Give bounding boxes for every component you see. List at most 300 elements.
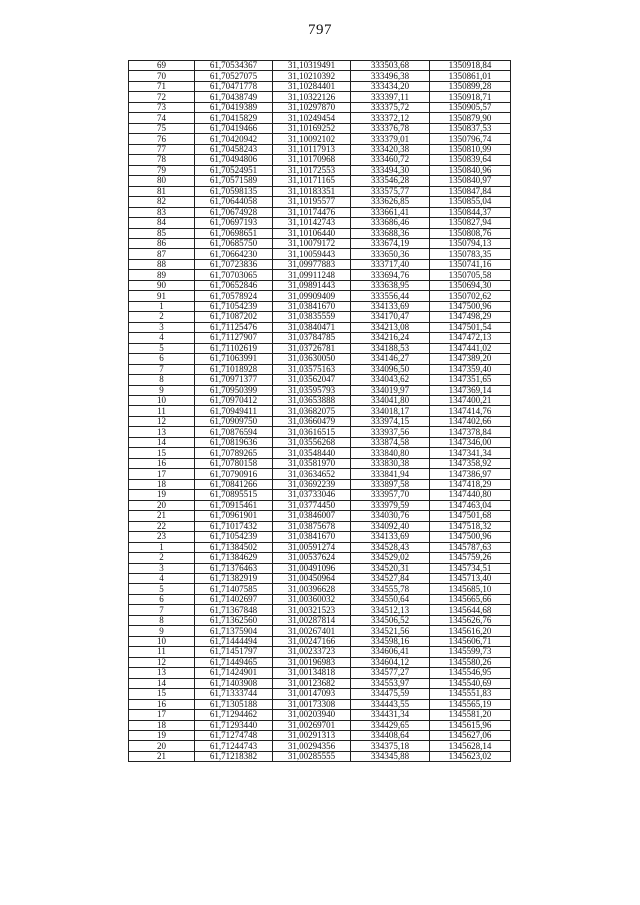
y-coordinate-cell: 1345628,14 — [430, 741, 511, 751]
y-coordinate-cell: 1350694,30 — [430, 280, 511, 290]
longitude-cell: 31,03630050 — [273, 354, 351, 364]
point-number-cell: 13 — [129, 427, 195, 437]
latitude-cell: 61,70703065 — [195, 270, 273, 280]
point-number-cell: 6 — [129, 594, 195, 604]
table-row — [129, 584, 511, 594]
longitude-cell: 31,00147093 — [273, 689, 351, 699]
longitude-cell: 31,00267401 — [273, 626, 351, 636]
latitude-cell: 61,71449465 — [195, 657, 273, 667]
longitude-cell: 31,10297870 — [273, 102, 351, 112]
table-row — [129, 259, 511, 269]
y-coordinate-cell: 1350855,04 — [430, 197, 511, 207]
longitude-cell: 31,00591274 — [273, 542, 351, 552]
longitude-cell: 31,03875678 — [273, 521, 351, 531]
latitude-cell: 61,71333744 — [195, 689, 273, 699]
y-coordinate-cell: 1345551,83 — [430, 689, 511, 699]
x-coordinate-cell: 334096,50 — [351, 364, 430, 374]
point-number-cell: 74 — [129, 113, 195, 123]
latitude-cell: 61,71402697 — [195, 594, 273, 604]
latitude-cell: 61,70789265 — [195, 448, 273, 458]
y-coordinate-cell: 1347378,84 — [430, 427, 511, 437]
table-row — [129, 427, 511, 437]
x-coordinate-cell: 333841,94 — [351, 469, 430, 479]
point-number-cell: 4 — [129, 573, 195, 583]
x-coordinate-cell: 334521,56 — [351, 626, 430, 636]
longitude-cell: 31,00491096 — [273, 563, 351, 573]
x-coordinate-cell: 334598,16 — [351, 636, 430, 646]
latitude-cell: 61,70494806 — [195, 155, 273, 165]
latitude-cell: 61,70895515 — [195, 490, 273, 500]
x-coordinate-cell: 333661,41 — [351, 207, 430, 217]
point-number-cell: 14 — [129, 437, 195, 447]
y-coordinate-cell: 1350879,90 — [430, 113, 511, 123]
longitude-cell: 31,03616515 — [273, 427, 351, 437]
longitude-cell: 31,00291313 — [273, 731, 351, 741]
point-number-cell: 19 — [129, 490, 195, 500]
latitude-cell: 61,71451797 — [195, 647, 273, 657]
latitude-cell: 61,70697193 — [195, 218, 273, 228]
latitude-cell: 61,71274748 — [195, 731, 273, 741]
point-number-cell: 3 — [129, 322, 195, 332]
x-coordinate-cell: 333830,38 — [351, 458, 430, 468]
x-coordinate-cell: 333974,15 — [351, 416, 430, 426]
y-coordinate-cell: 1347402,66 — [430, 416, 511, 426]
x-coordinate-cell: 333717,40 — [351, 259, 430, 269]
latitude-cell: 61,71362560 — [195, 615, 273, 625]
x-coordinate-cell: 333460,72 — [351, 155, 430, 165]
x-coordinate-cell: 334431,34 — [351, 710, 430, 720]
x-coordinate-cell: 334133,69 — [351, 532, 430, 542]
latitude-cell: 61,70970412 — [195, 396, 273, 406]
latitude-cell: 61,70471778 — [195, 81, 273, 91]
latitude-cell: 61,71087202 — [195, 312, 273, 322]
table-row — [129, 636, 511, 646]
table-row — [129, 458, 511, 468]
longitude-cell: 31,10170968 — [273, 155, 351, 165]
table-row — [129, 689, 511, 699]
x-coordinate-cell: 333375,72 — [351, 102, 430, 112]
latitude-cell: 61,71063991 — [195, 354, 273, 364]
table-row — [129, 657, 511, 667]
table-row — [129, 594, 511, 604]
x-coordinate-cell: 334375,18 — [351, 741, 430, 751]
point-number-cell: 78 — [129, 155, 195, 165]
latitude-cell: 61,71376463 — [195, 563, 273, 573]
point-number-cell: 79 — [129, 165, 195, 175]
table-row — [129, 71, 511, 81]
latitude-cell: 61,71305188 — [195, 699, 273, 709]
latitude-cell: 61,70534367 — [195, 61, 273, 71]
x-coordinate-cell: 334527,84 — [351, 573, 430, 583]
point-number-cell: 72 — [129, 92, 195, 102]
point-number-cell: 9 — [129, 385, 195, 395]
point-number-cell: 17 — [129, 469, 195, 479]
longitude-cell: 31,10169252 — [273, 123, 351, 133]
table-row — [129, 81, 511, 91]
table-row — [129, 165, 511, 175]
latitude-cell: 61,71054239 — [195, 301, 273, 311]
x-coordinate-cell: 333874,58 — [351, 437, 430, 447]
y-coordinate-cell: 1347414,76 — [430, 406, 511, 416]
longitude-cell: 31,00196983 — [273, 657, 351, 667]
x-coordinate-cell: 334528,43 — [351, 542, 430, 552]
longitude-cell: 31,10174476 — [273, 207, 351, 217]
latitude-cell: 61,71218382 — [195, 751, 273, 761]
y-coordinate-cell: 1350827,94 — [430, 218, 511, 228]
point-number-cell: 19 — [129, 731, 195, 741]
point-number-cell: 73 — [129, 102, 195, 112]
x-coordinate-cell: 334604,12 — [351, 657, 430, 667]
longitude-cell: 31,03846007 — [273, 511, 351, 521]
point-number-cell: 14 — [129, 678, 195, 688]
point-number-cell: 87 — [129, 249, 195, 259]
longitude-cell: 31,00294356 — [273, 741, 351, 751]
longitude-cell: 31,03835559 — [273, 312, 351, 322]
y-coordinate-cell: 1350899,28 — [430, 81, 511, 91]
latitude-cell: 61,71403908 — [195, 678, 273, 688]
table-row — [129, 270, 511, 280]
table-row — [129, 197, 511, 207]
longitude-cell: 31,10195577 — [273, 197, 351, 207]
longitude-cell: 31,03841670 — [273, 301, 351, 311]
longitude-cell: 31,03575163 — [273, 364, 351, 374]
y-coordinate-cell: 1347501,54 — [430, 322, 511, 332]
table-row — [129, 176, 511, 186]
table-row — [129, 186, 511, 196]
table-row — [129, 312, 511, 322]
y-coordinate-cell: 1350794,13 — [430, 238, 511, 248]
point-number-cell: 15 — [129, 689, 195, 699]
y-coordinate-cell: 1350840,96 — [430, 165, 511, 175]
point-number-cell: 11 — [129, 647, 195, 657]
table-row — [129, 668, 511, 678]
point-number-cell: 11 — [129, 406, 195, 416]
y-coordinate-cell: 1350837,53 — [430, 123, 511, 133]
latitude-cell: 61,71382919 — [195, 573, 273, 583]
longitude-cell: 31,10322126 — [273, 92, 351, 102]
y-coordinate-cell: 1345685,10 — [430, 584, 511, 594]
y-coordinate-cell: 1345665,66 — [430, 594, 511, 604]
longitude-cell: 31,10319491 — [273, 61, 351, 71]
point-number-cell: 80 — [129, 176, 195, 186]
table-row — [129, 113, 511, 123]
longitude-cell: 31,10106440 — [273, 228, 351, 238]
y-coordinate-cell: 1347386,97 — [430, 469, 511, 479]
point-number-cell: 12 — [129, 657, 195, 667]
table-row — [129, 406, 511, 416]
y-coordinate-cell: 1347358,92 — [430, 458, 511, 468]
longitude-cell: 31,03841670 — [273, 532, 351, 542]
longitude-cell: 31,03774450 — [273, 500, 351, 510]
point-number-cell: 82 — [129, 197, 195, 207]
latitude-cell: 61,70949411 — [195, 406, 273, 416]
longitude-cell: 31,03840471 — [273, 322, 351, 332]
x-coordinate-cell: 333494,30 — [351, 165, 430, 175]
latitude-cell: 61,70415829 — [195, 113, 273, 123]
table-row — [129, 416, 511, 426]
latitude-cell: 61,70598135 — [195, 186, 273, 196]
y-coordinate-cell: 1350808,76 — [430, 228, 511, 238]
y-coordinate-cell: 1347389,20 — [430, 354, 511, 364]
latitude-cell: 61,71444494 — [195, 636, 273, 646]
y-coordinate-cell: 1345734,51 — [430, 563, 511, 573]
point-number-cell: 1 — [129, 542, 195, 552]
table-row — [129, 280, 511, 290]
longitude-cell: 31,00134818 — [273, 668, 351, 678]
latitude-cell: 61,71375904 — [195, 626, 273, 636]
y-coordinate-cell: 1347369,14 — [430, 385, 511, 395]
latitude-cell: 61,70571589 — [195, 176, 273, 186]
table-row — [129, 678, 511, 688]
point-number-cell: 10 — [129, 396, 195, 406]
table-row — [129, 238, 511, 248]
latitude-cell: 61,70915461 — [195, 500, 273, 510]
y-coordinate-cell: 1345713,40 — [430, 573, 511, 583]
coordinates-table-body — [129, 61, 511, 762]
point-number-cell: 13 — [129, 668, 195, 678]
longitude-cell: 31,10117913 — [273, 144, 351, 154]
longitude-cell: 31,00123682 — [273, 678, 351, 688]
y-coordinate-cell: 1347418,29 — [430, 479, 511, 489]
x-coordinate-cell: 334213,08 — [351, 322, 430, 332]
longitude-cell: 31,00287814 — [273, 615, 351, 625]
table-row — [129, 228, 511, 238]
longitude-cell: 31,10172553 — [273, 165, 351, 175]
y-coordinate-cell: 1347441,02 — [430, 343, 511, 353]
table-row — [129, 626, 511, 636]
x-coordinate-cell: 333626,85 — [351, 197, 430, 207]
point-number-cell: 81 — [129, 186, 195, 196]
point-number-cell: 20 — [129, 741, 195, 751]
longitude-cell: 31,10079172 — [273, 238, 351, 248]
y-coordinate-cell: 1350918,84 — [430, 61, 511, 71]
x-coordinate-cell: 334146,27 — [351, 354, 430, 364]
latitude-cell: 61,70841266 — [195, 479, 273, 489]
latitude-cell: 61,71384629 — [195, 553, 273, 563]
x-coordinate-cell: 334475,59 — [351, 689, 430, 699]
longitude-cell: 31,10092102 — [273, 134, 351, 144]
y-coordinate-cell: 1347518,32 — [430, 521, 511, 531]
table-row — [129, 437, 511, 447]
point-number-cell: 84 — [129, 218, 195, 228]
table-row — [129, 469, 511, 479]
x-coordinate-cell: 334550,64 — [351, 594, 430, 604]
x-coordinate-cell: 334019,97 — [351, 385, 430, 395]
y-coordinate-cell: 1350741,16 — [430, 259, 511, 269]
x-coordinate-cell: 334170,47 — [351, 312, 430, 322]
point-number-cell: 10 — [129, 636, 195, 646]
point-number-cell: 1 — [129, 301, 195, 311]
point-number-cell: 75 — [129, 123, 195, 133]
point-number-cell: 18 — [129, 720, 195, 730]
x-coordinate-cell: 334345,88 — [351, 751, 430, 761]
table-row — [129, 542, 511, 552]
point-number-cell: 85 — [129, 228, 195, 238]
longitude-cell: 31,00173308 — [273, 699, 351, 709]
x-coordinate-cell: 334429,65 — [351, 720, 430, 730]
x-coordinate-cell: 334216,24 — [351, 333, 430, 343]
latitude-cell: 61,70780158 — [195, 458, 273, 468]
point-number-cell: 16 — [129, 458, 195, 468]
point-number-cell: 8 — [129, 375, 195, 385]
y-coordinate-cell: 1350840,97 — [430, 176, 511, 186]
table-row — [129, 218, 511, 228]
longitude-cell: 31,00203940 — [273, 710, 351, 720]
longitude-cell: 31,00247166 — [273, 636, 351, 646]
longitude-cell: 31,10249454 — [273, 113, 351, 123]
longitude-cell: 31,10059443 — [273, 249, 351, 259]
table-row — [129, 144, 511, 154]
x-coordinate-cell: 333434,20 — [351, 81, 430, 91]
point-number-cell: 7 — [129, 605, 195, 615]
longitude-cell: 31,09891443 — [273, 280, 351, 290]
table-row — [129, 615, 511, 625]
table-row — [129, 500, 511, 510]
latitude-cell: 61,70698651 — [195, 228, 273, 238]
y-coordinate-cell: 1350918,71 — [430, 92, 511, 102]
x-coordinate-cell: 333372,12 — [351, 113, 430, 123]
longitude-cell: 31,03784785 — [273, 333, 351, 343]
y-coordinate-cell: 1350783,35 — [430, 249, 511, 259]
longitude-cell: 31,03556268 — [273, 437, 351, 447]
latitude-cell: 61,70685750 — [195, 238, 273, 248]
point-number-cell: 21 — [129, 751, 195, 761]
longitude-cell: 31,00233723 — [273, 647, 351, 657]
table-row — [129, 741, 511, 751]
point-number-cell: 91 — [129, 291, 195, 301]
longitude-cell: 31,03562047 — [273, 375, 351, 385]
table-row — [129, 647, 511, 657]
x-coordinate-cell: 334577,27 — [351, 668, 430, 678]
longitude-cell: 31,03726781 — [273, 343, 351, 353]
table-row — [129, 375, 511, 385]
table-row — [129, 134, 511, 144]
table-row — [129, 333, 511, 343]
point-number-cell: 20 — [129, 500, 195, 510]
longitude-cell: 31,03634652 — [273, 469, 351, 479]
longitude-cell: 31,00321523 — [273, 605, 351, 615]
y-coordinate-cell: 1345580,26 — [430, 657, 511, 667]
latitude-cell: 61,70674928 — [195, 207, 273, 217]
point-number-cell: 9 — [129, 626, 195, 636]
latitude-cell: 61,71102619 — [195, 343, 273, 353]
y-coordinate-cell: 1345787,63 — [430, 542, 511, 552]
latitude-cell: 61,70819636 — [195, 437, 273, 447]
y-coordinate-cell: 1347463,04 — [430, 500, 511, 510]
latitude-cell: 61,70419389 — [195, 102, 273, 112]
table-row — [129, 102, 511, 112]
table-row — [129, 532, 511, 542]
longitude-cell: 31,10284401 — [273, 81, 351, 91]
x-coordinate-cell: 333503,68 — [351, 61, 430, 71]
y-coordinate-cell: 1347500,96 — [430, 301, 511, 311]
table-row — [129, 553, 511, 563]
point-number-cell: 16 — [129, 699, 195, 709]
x-coordinate-cell: 334606,41 — [351, 647, 430, 657]
point-number-cell: 23 — [129, 532, 195, 542]
table-row — [129, 291, 511, 301]
latitude-cell: 61,70876594 — [195, 427, 273, 437]
latitude-cell: 61,70971377 — [195, 375, 273, 385]
y-coordinate-cell: 1345540,69 — [430, 678, 511, 688]
longitude-cell: 31,00537624 — [273, 553, 351, 563]
longitude-cell: 31,00360032 — [273, 594, 351, 604]
x-coordinate-cell: 333686,46 — [351, 218, 430, 228]
x-coordinate-cell: 334555,78 — [351, 584, 430, 594]
latitude-cell: 61,71293440 — [195, 720, 273, 730]
point-number-cell: 18 — [129, 479, 195, 489]
y-coordinate-cell: 1350810,99 — [430, 144, 511, 154]
x-coordinate-cell: 333376,78 — [351, 123, 430, 133]
table-row — [129, 364, 511, 374]
y-coordinate-cell: 1345759,26 — [430, 553, 511, 563]
table-row — [129, 605, 511, 615]
x-coordinate-cell: 333979,59 — [351, 500, 430, 510]
y-coordinate-cell: 1347351,65 — [430, 375, 511, 385]
latitude-cell: 61,70950399 — [195, 385, 273, 395]
y-coordinate-cell: 1345565,19 — [430, 699, 511, 709]
longitude-cell: 31,09909409 — [273, 291, 351, 301]
x-coordinate-cell: 334188,53 — [351, 343, 430, 353]
y-coordinate-cell: 1350905,57 — [430, 102, 511, 112]
longitude-cell: 31,10183351 — [273, 186, 351, 196]
x-coordinate-cell: 333420,38 — [351, 144, 430, 154]
x-coordinate-cell: 334520,31 — [351, 563, 430, 573]
x-coordinate-cell: 334018,17 — [351, 406, 430, 416]
point-number-cell: 90 — [129, 280, 195, 290]
y-coordinate-cell: 1350702,62 — [430, 291, 511, 301]
point-number-cell: 8 — [129, 615, 195, 625]
x-coordinate-cell: 333957,70 — [351, 490, 430, 500]
longitude-cell: 31,03660479 — [273, 416, 351, 426]
latitude-cell: 61,71294462 — [195, 710, 273, 720]
latitude-cell: 61,70961901 — [195, 511, 273, 521]
x-coordinate-cell: 333496,38 — [351, 71, 430, 81]
y-coordinate-cell: 1347472,13 — [430, 333, 511, 343]
x-coordinate-cell: 334512,13 — [351, 605, 430, 615]
longitude-cell: 31,10210392 — [273, 71, 351, 81]
table-row — [129, 385, 511, 395]
y-coordinate-cell: 1350839,64 — [430, 155, 511, 165]
y-coordinate-cell: 1350844,37 — [430, 207, 511, 217]
x-coordinate-cell: 334408,64 — [351, 731, 430, 741]
y-coordinate-cell: 1345599,73 — [430, 647, 511, 657]
point-number-cell: 17 — [129, 710, 195, 720]
latitude-cell: 61,71244743 — [195, 741, 273, 751]
longitude-cell: 31,00285555 — [273, 751, 351, 761]
latitude-cell: 61,70438749 — [195, 92, 273, 102]
longitude-cell: 31,00269701 — [273, 720, 351, 730]
x-coordinate-cell: 334553,97 — [351, 678, 430, 688]
x-coordinate-cell: 334092,40 — [351, 521, 430, 531]
x-coordinate-cell: 333897,58 — [351, 479, 430, 489]
point-number-cell: 7 — [129, 364, 195, 374]
table-row — [129, 123, 511, 133]
longitude-cell: 31,00450964 — [273, 573, 351, 583]
x-coordinate-cell: 333840,80 — [351, 448, 430, 458]
latitude-cell: 61,70664230 — [195, 249, 273, 259]
latitude-cell: 61,70909750 — [195, 416, 273, 426]
longitude-cell: 31,03595793 — [273, 385, 351, 395]
point-number-cell: 76 — [129, 134, 195, 144]
point-number-cell: 2 — [129, 553, 195, 563]
table-row — [129, 731, 511, 741]
point-number-cell: 15 — [129, 448, 195, 458]
y-coordinate-cell: 1347359,40 — [430, 364, 511, 374]
table-row — [129, 521, 511, 531]
point-number-cell: 77 — [129, 144, 195, 154]
point-number-cell: 71 — [129, 81, 195, 91]
